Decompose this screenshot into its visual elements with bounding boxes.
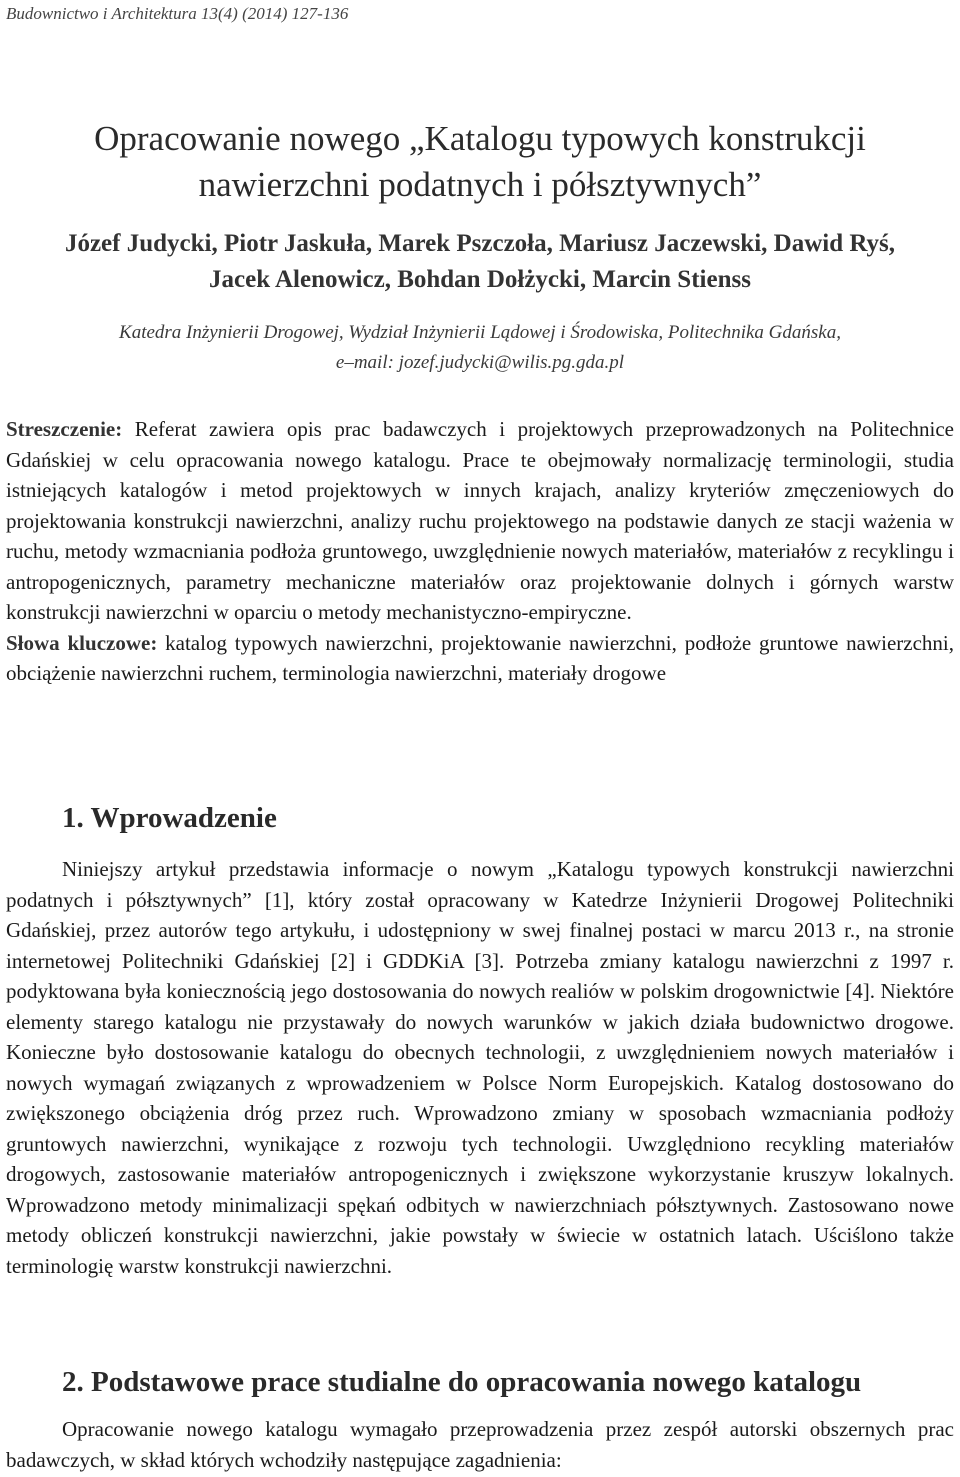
journal-header: Budownictwo i Architektura 13(4) (2014) 127-136 <box>6 4 349 23</box>
abstract-text: Referat zawiera opis prac badawczych i projektowych przeprowadzonych na Politechnice Gdańskiej w celu opracowania nowego katalogu. Prace te obejmowały normalizację terminologii, studia istniejących katalogów i metod projektowych w innych krajach, analizy kryteriów zmęczeniowych do projektowania konstrukcji nawierzchni, analizy ruchu projektowego na podstawie danych ze stacji ważenia w ruchu, metody wzmacniania podłoża gruntowego, uwzględnienie nowych materiałów, materiałów z recyklingu i antropogenicznych, parametry mechaniczne materiałów oraz projektowanie dolnych i górnych warstw konstrukcji nawierzchni w oparciu o metody mechanistyczno-empiryczne. <box>6 417 954 624</box>
section-1-heading: 1. Wprowadzenie <box>62 802 277 834</box>
paper-title <box>0 116 960 208</box>
abstract-block <box>6 414 954 689</box>
section-1-paragraph: Niniejszy artykuł przedstawia informacje o nowym „Katalogu typowych konstrukcji nawierzchni podatnych i półsztywnych” [1], który został opracowany w Katedrze Inżynierii Drogowej Politechniki Gdańskiej, przez autorów tego artykułu, i udostępniony w swej finalnej postaci w marcu 2013 r., na stronie internetowej Politechniki Gdańskiej [2] i GDDKiA [3]. Potrzeba zmiany katalogu nawierzchni z 1997 r. podyktowana była koniecznością jego dostosowania do nowych realiów w polskim drogownictwie [4]. Niektóre elementy starego katalogu nie przystawały do nowych warunków w jakich działa budownictwo drogowe. Konieczne było dostosowanie katalogu do obecnych technologii, z uwzględnieniem nowych materiałów i nowych wymagań związanych z wprowadzeniem w Polsce Norm Europejskich. Katalog dostosowano do zwiększonego obciążenia dróg przez ruch. Wprowadzono zmiany w sposobach wzmacniania podłoży gruntowych nawierzchni, wynikające z rozwoju tych technologii. Uwzględniono recykling materiałów drogowych, zastosowanie materiałów antropogenicznych i zwiększone wykorzystanie kruszyw lokalnych. Wprowadzono metody minimalizacji spękań odbitych w nawierzchniach półsztywnych. Zastosowano nowe metody obliczeń konstrukcji nawierzchni, jakie powstały w świecie w ostatnich latach. Uściślono także terminologię warstw konstrukcji nawierzchni. <box>6 857 954 1278</box>
authors-line-2: Jacek Alenowicz, Bohdan Dołżycki, Marcin Stienss <box>209 266 751 293</box>
keywords-text: katalog typowych nawierzchni, projektowanie nawierzchni, podłoże gruntowe nawierzchni, obciążenie nawierzchni ruchem, terminologia nawierzchni, materiały drogowe <box>6 630 954 685</box>
abstract-paragraph <box>6 414 954 628</box>
affiliation <box>0 318 960 378</box>
authors-line-1: Józef Judycki, Piotr Jaskuła, Marek Pszczoła, Mariusz Jaczewski, Dawid Ryś, <box>64 230 896 257</box>
keywords-label: Słowa kluczowe: <box>6 630 158 655</box>
section-2-paragraph: Opracowanie nowego katalogu wymagało przeprowadzenia przez zespół autorski obszernych prac badawczych, w skład których wchodziły następujące zagadnienia: <box>6 1417 954 1472</box>
title-line-1: Opracowanie nowego „Katalogu typowych konstrukcji <box>94 119 866 158</box>
abstract-label: Streszczenie: <box>6 417 123 441</box>
section-2-heading: 2. Podstawowe prace studialne do opracowania nowego katalogu <box>62 1366 862 1398</box>
affiliation-line-1: Katedra Inżynierii Drogowej, Wydział Inżynierii Lądowej i Środowiska, Politechnika Gdańska, <box>119 322 841 343</box>
affiliation-email: e–mail: jozef.judycki@wilis.pg.gda.pl <box>335 352 625 373</box>
section-1-body <box>6 854 954 1281</box>
author-list <box>0 226 960 298</box>
keywords-paragraph <box>6 628 954 689</box>
section-2-body <box>6 1414 954 1475</box>
title-line-2: nawierzchni podatnych i półsztywnych” <box>198 165 762 204</box>
